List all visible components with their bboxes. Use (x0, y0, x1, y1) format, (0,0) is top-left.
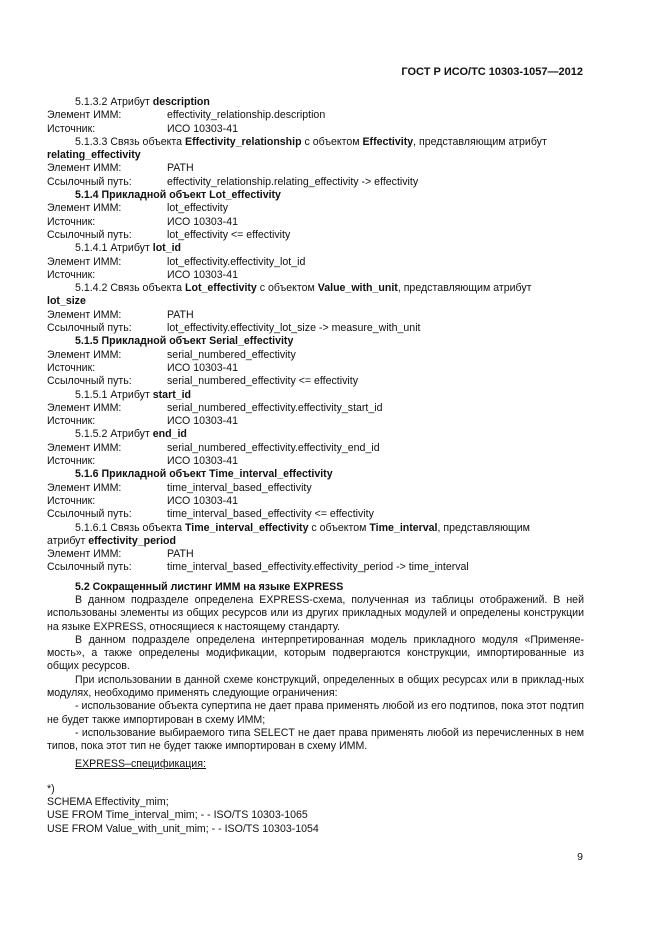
paragraph: В данном подразделе определена EXPRESS-схема, полученная из таблицы отображений. В ней использованы элементы из общих ресурсов или из других прикладных модулей и определены конструкции на языке EXPRESS, относящиеся к настоящему стандарту. (47, 593, 584, 633)
mapping-row: Ссылочный путь: lot_effectivity <= effectivity (47, 228, 291, 241)
standard-header: ГОСТ Р ИСО/ТС 10303-1057—2012 (401, 66, 583, 78)
heading-5-1-6: 5.1.6 Прикладной объект Time_interval_effectivity (75, 468, 333, 481)
heading-5-1-4: 5.1.4 Прикладной объект Lot_effectivity (75, 189, 281, 202)
mapping-row: Источник: ИСО 10303-41 (47, 455, 238, 468)
paragraph: - использование выбираемого типа SELECT не дает права применять любой из перечисленных в нем типов, пока этот тип не будет также импортирован в схему ИММ. (47, 726, 584, 753)
mapping-row: Ссылочный путь: time_interval_based_effectivity <= effectivity (47, 508, 374, 521)
mapping-row: Элемент ИММ: PATH (47, 308, 194, 321)
mapping-row: Ссылочный путь: time_interval_based_effectivity.effectivity_period -> time_interval (47, 561, 469, 574)
mapping-row: Элемент ИММ: effectivity_relationship.description (47, 109, 326, 122)
mapping-row: Элемент ИММ: lot_effectivity (47, 202, 229, 215)
heading-5-1-3-2: 5.1.3.2 Атрибут description (75, 96, 210, 108)
heading-5-1-4-1: 5.1.4.1 Атрибут lot_id (75, 242, 182, 255)
code-line: USE FROM Value_with_unit_mim; - - ISO/TS 10303-1054 (47, 822, 319, 835)
heading-5-1-4-2-attr: lot_size (47, 295, 86, 308)
heading-5-1-5-2: 5.1.5.2 Атрибут end_id (75, 428, 187, 441)
heading-5-2: 5.2 Сокращенный листинг ИММ на языке EXPRESS (75, 580, 344, 593)
heading-5-1-5: 5.1.5 Прикладной объект Serial_effectivity (75, 335, 294, 348)
heading-5-1-4-2: 5.1.4.2 Связь объекта Lot_effectivity с объектом Value_with_unit, представляющим атрибут (75, 282, 532, 295)
code-line: *) (47, 782, 55, 795)
paragraph: При использовании в данной схеме конструкций, определенных в общих ресурсах или в приклад-ных модулях, необходимо применять следующие ограничения: (47, 673, 584, 700)
page-content (47, 96, 584, 836)
paragraph: - использование объекта супертипа не дает права применять любой из его подтипов, пока этот подтип не будет также импортирован в схему ИММ; (47, 700, 584, 726)
mapping-row: Источник: ИСО 10303-41 (47, 361, 238, 374)
page-number: 9 (577, 851, 583, 863)
mapping-row: Элемент ИММ: PATH (47, 162, 194, 175)
code-line: USE FROM Time_interval_mim; - - ISO/TS 10303-1065 (47, 809, 308, 822)
heading-5-1-5-1: 5.1.5.1 Атрибут start_id (75, 388, 192, 401)
mapping-row: Ссылочный путь: lot_effectivity.effectivity_lot_size -> measure_with_unit (47, 322, 421, 335)
mapping-row: Источник: ИСО 10303-41 (47, 122, 238, 135)
mapping-row: Источник: ИСО 10303-41 (47, 215, 238, 228)
code-line: SCHEMA Effectivity_mim; (47, 796, 169, 809)
mapping-row: Элемент ИММ: time_interval_based_effectivity (47, 481, 312, 494)
mapping-row: Элемент ИММ: serial_numbered_effectivity (47, 348, 296, 361)
mapping-row: Элемент ИММ: lot_effectivity.effectivity_lot_id (47, 255, 306, 268)
mapping-row: Источник: ИСО 10303-41 (47, 415, 238, 428)
heading-5-1-6-1-attr: атрибут effectivity_period (47, 534, 176, 547)
mapping-row: Источник: ИСО 10303-41 (47, 268, 238, 281)
heading-5-1-6-1: 5.1.6.1 Связь объекта Time_interval_effectivity с объектом Time_interval, представляющим (75, 521, 530, 534)
paragraph: В данном подразделе определена интерпретированная модель прикладного модуля «Применяе-мость», а также определены модификации, которым подвергаются конструкции, импортированные из общих ресурсов. (47, 633, 584, 673)
heading-5-1-3-3: 5.1.3.3 Связь объекта Effectivity_relationship с объектом Effectivity, представляющим атрибут (75, 135, 547, 148)
mapping-row: Элемент ИММ: PATH (47, 548, 194, 561)
mapping-row: Элемент ИММ: serial_numbered_effectivity.effectivity_end_id (47, 441, 380, 454)
mapping-row: Источник: ИСО 10303-41 (47, 494, 238, 507)
mapping-row: Ссылочный путь: effectivity_relationship.relating_effectivity -> effectivity (47, 175, 419, 188)
express-spec-label: EXPRESS–спецификация: (75, 757, 206, 770)
heading-5-1-3-3-attr: relating_effectivity (47, 149, 141, 162)
mapping-row: Ссылочный путь: serial_numbered_effectivity <= effectivity (47, 375, 358, 388)
mapping-row: Элемент ИММ: serial_numbered_effectivity.effectivity_start_id (47, 401, 383, 414)
